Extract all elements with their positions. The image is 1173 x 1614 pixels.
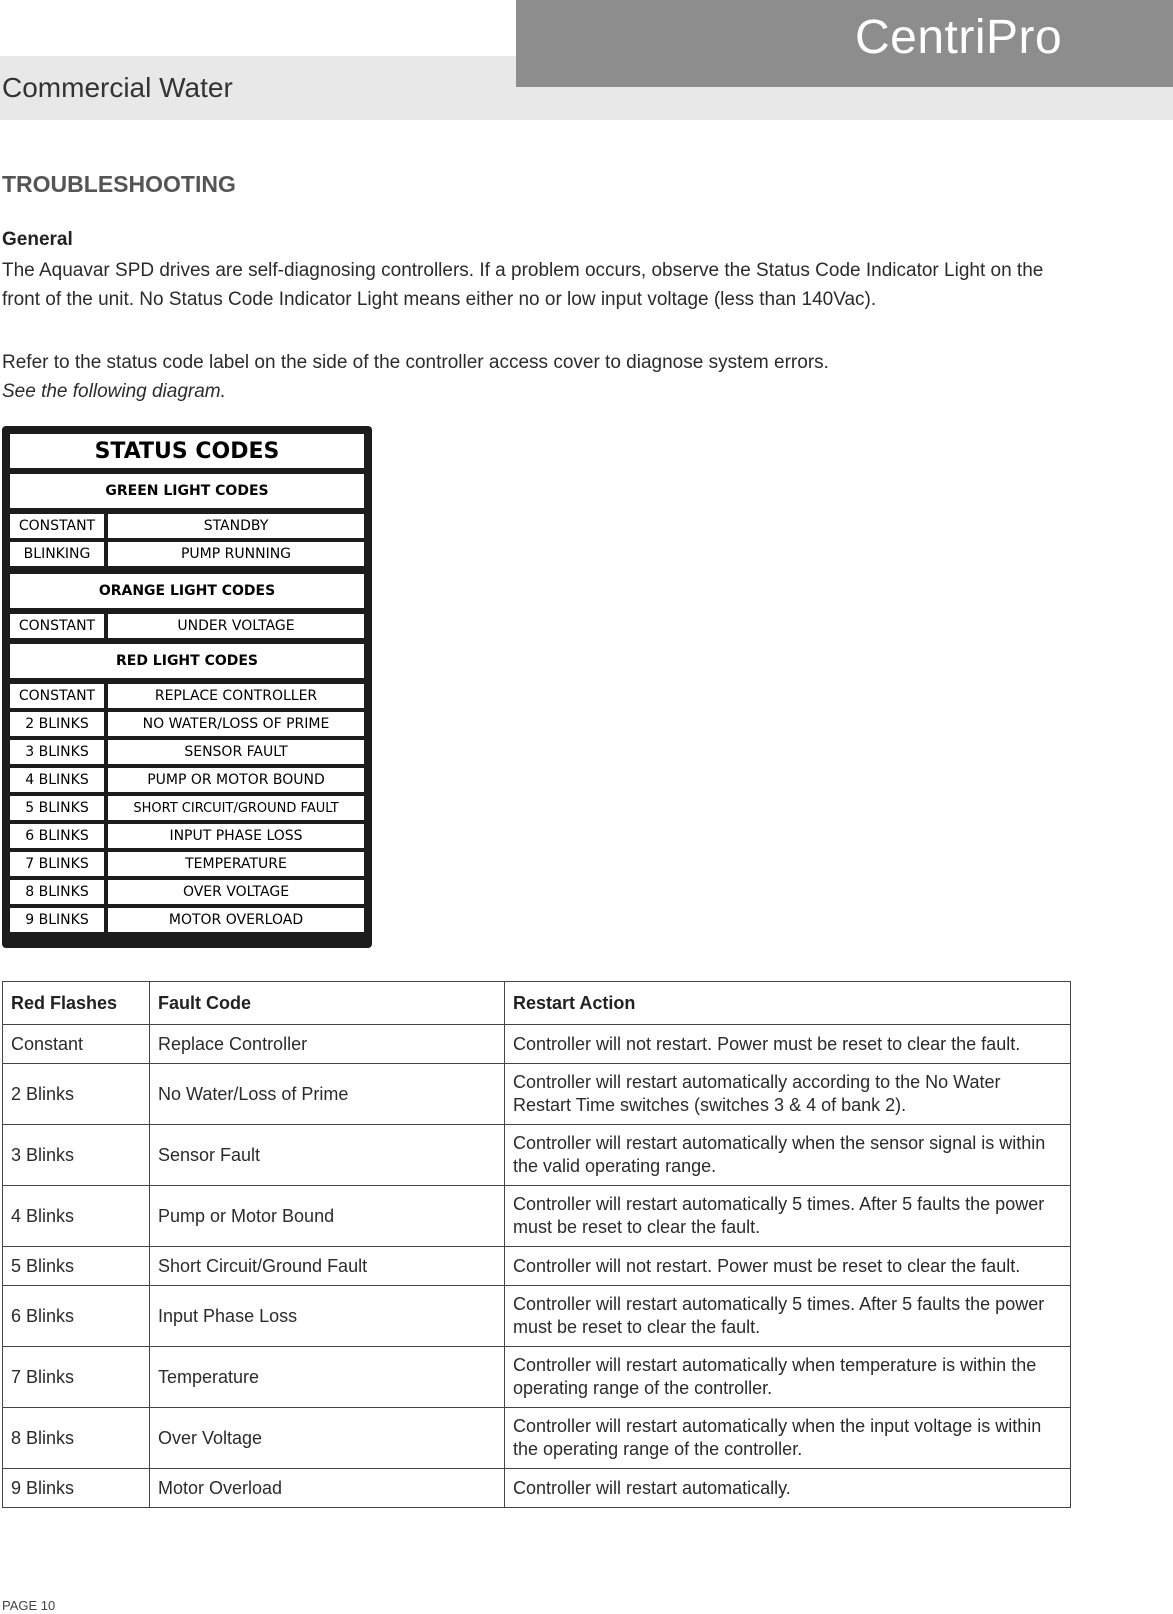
green-meaning: STANDBY	[108, 514, 364, 538]
cell-fault: Pump or Motor Bound	[150, 1186, 505, 1247]
table-row	[3, 1286, 1071, 1347]
red-code: 5 BLINKS	[10, 796, 104, 820]
intro-paragraph: The Aquavar SPD drives are self-diagnosing controllers. If a problem occurs, observe the Status Code Indicator Light on the front of the unit. No Status Code Indicator Light means either no or low input voltage (less than 140Vac).	[2, 260, 1044, 310]
status-codes-label	[2, 426, 372, 948]
green-heading: GREEN LIGHT CODES	[10, 474, 364, 508]
table-row	[3, 1347, 1071, 1408]
red-heading: RED LIGHT CODES	[10, 644, 364, 678]
red-meaning: PUMP OR MOTOR BOUND	[108, 768, 364, 792]
see-diagram-text: See the following diagram.	[2, 381, 226, 402]
red-meaning: OVER VOLTAGE	[108, 880, 364, 904]
table-header-row	[3, 982, 1071, 1025]
red-code: 4 BLINKS	[10, 768, 104, 792]
refer-paragraph: Refer to the status code label on the side of the controller access cover to diagnose system errors.	[2, 352, 829, 373]
cell-flashes: 8 Blinks	[3, 1408, 150, 1469]
orange-meaning: UNDER VOLTAGE	[108, 614, 364, 638]
orange-code: CONSTANT	[10, 614, 104, 638]
red-meaning: TEMPERATURE	[108, 852, 364, 876]
cell-fault: Over Voltage	[150, 1408, 505, 1469]
cell-fault: Input Phase Loss	[150, 1286, 505, 1347]
green-code: CONSTANT	[10, 514, 104, 538]
brand-logo-text: CentriPro	[855, 11, 1063, 64]
cell-fault: Short Circuit/Ground Fault	[150, 1247, 505, 1286]
orange-heading: ORANGE LIGHT CODES	[10, 574, 364, 608]
page-number: PAGE 10	[2, 1598, 56, 1613]
red-meaning: SENSOR FAULT	[108, 740, 364, 764]
red-code: 2 BLINKS	[10, 712, 104, 736]
table-row	[3, 1025, 1071, 1064]
cell-fault: Sensor Fault	[150, 1125, 505, 1186]
table-row	[3, 1247, 1071, 1286]
cell-fault: Temperature	[150, 1347, 505, 1408]
red-meaning: NO WATER/LOSS OF PRIME	[108, 712, 364, 736]
division-title: Commercial Water	[2, 72, 233, 103]
cell-action: Controller will restart automatically 5 times. After 5 faults the power must be reset to clear the fault.	[505, 1286, 1071, 1347]
fault-table	[2, 981, 1071, 1508]
cell-flashes: 4 Blinks	[3, 1186, 150, 1247]
table-row	[3, 1186, 1071, 1247]
green-code: BLINKING	[10, 542, 104, 566]
cell-fault: Motor Overload	[150, 1469, 505, 1508]
red-code: 7 BLINKS	[10, 852, 104, 876]
cell-action: Controller will restart automatically.	[505, 1469, 1071, 1508]
header-red-flashes: Red Flashes	[3, 982, 150, 1025]
red-code: 3 BLINKS	[10, 740, 104, 764]
red-code: 9 BLINKS	[10, 908, 104, 932]
cell-flashes: 9 Blinks	[3, 1469, 150, 1508]
red-meaning: SHORT CIRCUIT/GROUND FAULT	[108, 796, 364, 820]
red-code: CONSTANT	[10, 684, 104, 708]
table-row	[3, 1125, 1071, 1186]
brand-box	[516, 0, 1173, 87]
cell-action: Controller will restart automatically according to the No Water Restart Time switches (switches 3 & 4 of bank 2).	[505, 1064, 1071, 1125]
cell-flashes: 6 Blinks	[3, 1286, 150, 1347]
table-row	[3, 1408, 1071, 1469]
cell-flashes: 2 Blinks	[3, 1064, 150, 1125]
cell-action: Controller will restart automatically when the input voltage is within the operating range of the controller.	[505, 1408, 1071, 1469]
red-meaning: INPUT PHASE LOSS	[108, 824, 364, 848]
subhead-general: General	[2, 229, 73, 250]
cell-fault: No Water/Loss of Prime	[150, 1064, 505, 1125]
cell-action: Controller will restart automatically when temperature is within the operating range of the controller.	[505, 1347, 1071, 1408]
cell-action: Controller will restart automatically 5 times. After 5 faults the power must be reset to clear the fault.	[505, 1186, 1071, 1247]
cell-fault: Replace Controller	[150, 1025, 505, 1064]
cell-action: Controller will not restart. Power must be reset to clear the fault.	[505, 1025, 1071, 1064]
table-row	[3, 1064, 1071, 1125]
cell-flashes: Constant	[3, 1025, 150, 1064]
cell-action: Controller will not restart. Power must be reset to clear the fault.	[505, 1247, 1071, 1286]
red-meaning: MOTOR OVERLOAD	[108, 908, 364, 932]
red-meaning: REPLACE CONTROLLER	[108, 684, 364, 708]
green-meaning: PUMP RUNNING	[108, 542, 364, 566]
label-title: STATUS CODES	[10, 434, 364, 468]
cell-flashes: 7 Blinks	[3, 1347, 150, 1408]
header-fault-code: Fault Code	[150, 982, 505, 1025]
red-code: 6 BLINKS	[10, 824, 104, 848]
red-code: 8 BLINKS	[10, 880, 104, 904]
table-row	[3, 1469, 1071, 1508]
cell-flashes: 5 Blinks	[3, 1247, 150, 1286]
cell-action: Controller will restart automatically when the sensor signal is within the valid operating range.	[505, 1125, 1071, 1186]
cell-flashes: 3 Blinks	[3, 1125, 150, 1186]
section-title: TROUBLESHOOTING	[2, 171, 236, 197]
header-restart-action: Restart Action	[505, 982, 1071, 1025]
